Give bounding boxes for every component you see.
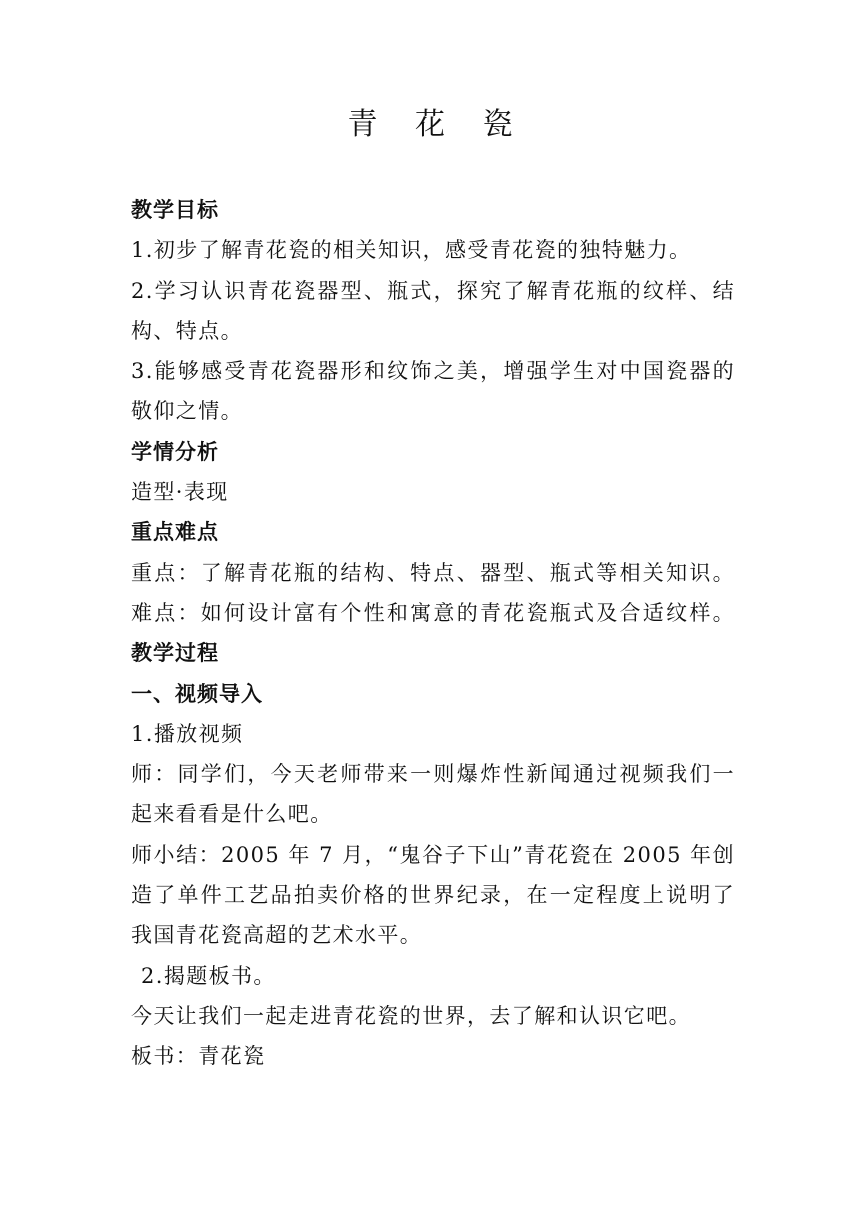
section-heading-process: 教学过程 xyxy=(131,641,219,666)
section-heading-key-points: 重点难点 xyxy=(131,520,219,545)
summary-line-3: 我国青花瓷高超的艺术水平。 xyxy=(131,923,423,948)
objective-3-line-1: 3.能够感受青花瓷器形和纹饰之美，增强学生对中国瓷器的 xyxy=(131,359,735,384)
board-writing: 板书：青花瓷 xyxy=(131,1044,266,1069)
section-heading-objectives: 教学目标 xyxy=(131,198,219,222)
objective-1: 1.初步了解青花瓷的相关知识，感受青花瓷的独特魅力。 xyxy=(131,238,692,263)
objective-2-line-2: 构、特点。 xyxy=(131,318,243,343)
page-title: 青 花 瓷 xyxy=(347,107,527,142)
process-step-2: 2.揭题板书。 xyxy=(141,963,276,988)
teacher-line-2: 起来看看是什么吧。 xyxy=(131,802,333,827)
section-heading-analysis: 学情分析 xyxy=(131,439,219,464)
teacher-line-1: 师：同学们，今天老师带来一则爆炸性新闻通过视频我们一 xyxy=(131,762,735,787)
key-point-focus: 重点：了解青花瓶的结构、特点、器型、瓶式等相关知识。 xyxy=(131,560,735,585)
analysis-text: 造型·表现 xyxy=(131,480,229,505)
objective-3-line-2: 敬仰之情。 xyxy=(131,399,243,424)
document-body xyxy=(131,190,735,1077)
summary-line-2: 造了单件工艺品拍卖价格的世界纪录，在一定程度上说明了 xyxy=(131,883,735,908)
process-intro: 今天让我们一起走进青花瓷的世界，去了解和认识它吧。 xyxy=(131,1003,691,1028)
objective-2-line-1: 2.学习认识青花瓷器型、瓶式，探究了解青花瓶的纹样、结 xyxy=(131,278,735,303)
summary-line-1: 师小结：2005 年 7 月，“鬼谷子下山”青花瓷在 2005 年创 xyxy=(131,842,735,867)
process-part1-heading: 一、视频导入 xyxy=(131,681,263,706)
key-point-difficulty: 难点：如何设计富有个性和寓意的青花瓷瓶式及合适纹样。 xyxy=(131,600,735,625)
process-step-1: 1.播放视频 xyxy=(131,721,244,746)
